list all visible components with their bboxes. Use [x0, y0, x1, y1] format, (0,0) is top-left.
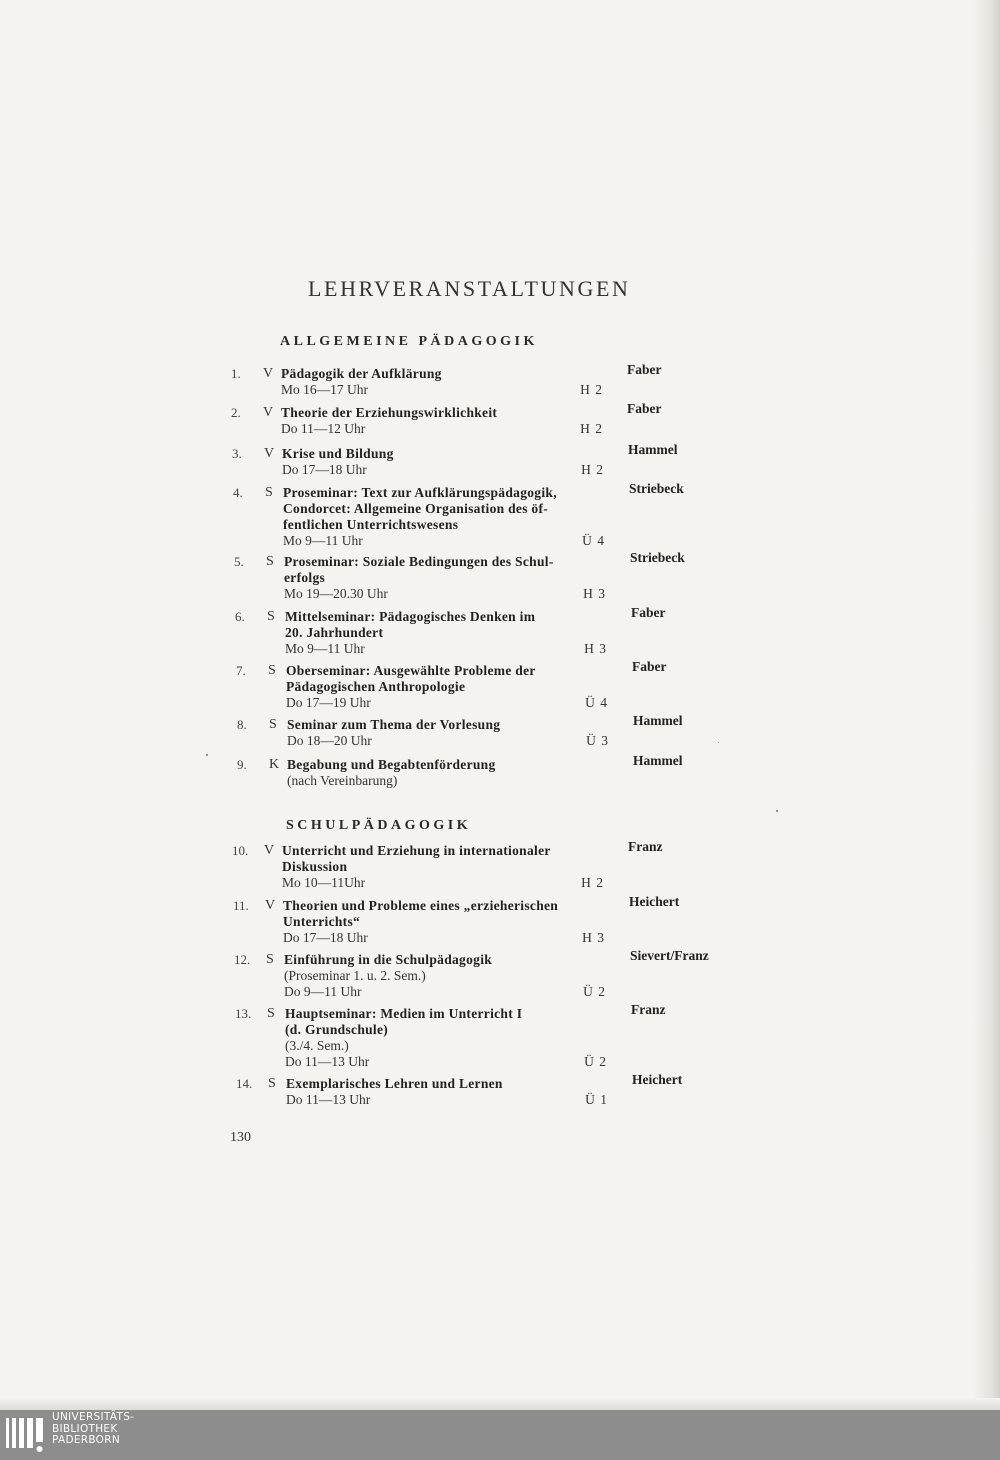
- course-time: Do 17—18 Uhr: [282, 462, 367, 477]
- course-details: [283, 898, 609, 946]
- course-type: V: [263, 405, 274, 420]
- course-number: 1.: [231, 366, 241, 381]
- course-type: S: [267, 609, 275, 624]
- course-type: S: [266, 554, 274, 569]
- course-schedule: [284, 586, 610, 602]
- course-schedule: [282, 875, 608, 891]
- course-schedule: [282, 462, 608, 478]
- course-schedule: [286, 1092, 612, 1108]
- course-title-line: Unterrichts“: [283, 914, 361, 929]
- course-lecturer: Franz: [631, 1002, 666, 1017]
- page-edge-shadow: [974, 0, 1000, 1410]
- course-number: 8.: [237, 717, 247, 732]
- course-lecturer: Franz: [628, 839, 663, 854]
- course-title-line: Theorien und Probleme eines „erzieherischen: [283, 898, 559, 913]
- course-title-line: Hauptseminar: Medien im Unterricht I: [285, 1006, 523, 1021]
- course-time: Do 11—12 Uhr: [281, 421, 366, 436]
- library-name-line: BIBLIOTHEK: [52, 1422, 118, 1435]
- course-room: H 2: [581, 462, 604, 477]
- course-type: S: [269, 717, 277, 732]
- section-heading: ALLGEMEINE PÄDAGOGIK: [280, 334, 538, 349]
- course-title-line: Pädagogischen Anthropologie: [286, 679, 466, 694]
- course-schedule: [287, 733, 613, 749]
- course-schedule: [281, 382, 607, 398]
- course-time: Do 17—19 Uhr: [286, 695, 371, 710]
- course-details: [282, 843, 608, 891]
- course-room: H 3: [583, 586, 606, 601]
- course-title-line: Pädagogik der Aufklärung: [281, 366, 442, 381]
- scan-speck: [206, 754, 208, 756]
- course-room: Ü 2: [584, 1054, 607, 1069]
- section-heading: SCHULPÄDAGOGIK: [286, 818, 472, 833]
- course-type: S: [265, 485, 273, 500]
- course-title-line: Proseminar: Text zur Aufklärungspädagogik,: [283, 485, 557, 500]
- course-lecturer: Striebeck: [630, 550, 685, 565]
- course-room: Ü 4: [582, 533, 605, 548]
- course-type: V: [264, 843, 275, 858]
- course-note: (nach Vereinbarung): [287, 773, 398, 788]
- course-number: 3.: [232, 446, 242, 461]
- course-title-line: Seminar zum Thema der Vorlesung: [287, 717, 501, 732]
- course-lecturer: Hammel: [628, 442, 678, 457]
- course-time: Do 17—18 Uhr: [283, 930, 368, 945]
- course-lecturer: Faber: [631, 605, 666, 620]
- course-details: [287, 717, 613, 749]
- course-details: [285, 609, 611, 657]
- course-title-line: erfolgs: [284, 570, 326, 585]
- course-number: 13.: [235, 1006, 252, 1021]
- course-number: 9.: [237, 757, 247, 772]
- course-title-line: Einführung in die Schulpädagogik: [284, 952, 493, 967]
- course-time: Mo 9—11 Uhr: [283, 533, 363, 548]
- library-footer-bar: [0, 1410, 1000, 1460]
- course-details: [286, 1076, 612, 1108]
- course-time: Do 9—11 Uhr: [284, 984, 362, 999]
- scan-speck: [718, 742, 719, 743]
- course-schedule: [285, 641, 611, 657]
- course-lecturer: Faber: [627, 362, 662, 377]
- course-room: Ü 4: [585, 695, 608, 710]
- course-room: Ü 1: [585, 1092, 608, 1107]
- course-type: V: [264, 446, 275, 461]
- course-title-line: Begabung und Begabtenförderung: [287, 757, 496, 772]
- course-title-line: Oberseminar: Ausgewählte Probleme der: [286, 663, 536, 678]
- page-number: 130: [230, 1130, 251, 1145]
- course-note: (3./4. Sem.): [285, 1038, 349, 1053]
- course-details: [281, 366, 607, 398]
- course-room: Ü 3: [586, 733, 609, 748]
- course-details: [283, 485, 609, 549]
- course-time: Do 11—13 Uhr: [285, 1054, 370, 1069]
- course-number: 7.: [236, 663, 246, 678]
- course-room: H 2: [581, 875, 604, 890]
- course-title-line: Unterricht und Erziehung in internationaler: [282, 843, 551, 858]
- course-details: [284, 952, 610, 1000]
- course-lecturer: Striebeck: [629, 481, 684, 496]
- course-type: S: [266, 952, 274, 967]
- scan-speck: [776, 810, 778, 812]
- page-title: LEHRVERANSTALTUNGEN: [308, 276, 631, 301]
- course-time: Mo 10—11Uhr: [282, 875, 366, 890]
- course-details: [285, 1006, 611, 1070]
- course-lecturer: Sievert/Franz: [630, 948, 709, 963]
- course-number: 5.: [234, 554, 244, 569]
- course-number: 11.: [233, 898, 249, 913]
- course-number: 6.: [235, 609, 245, 624]
- course-number: 12.: [234, 952, 251, 967]
- course-type: S: [268, 663, 276, 678]
- course-room: H 3: [584, 641, 607, 656]
- course-details: [284, 554, 610, 602]
- course-title-line: Diskussion: [282, 859, 348, 874]
- course-details: [282, 446, 608, 478]
- course-room: H 2: [580, 382, 603, 397]
- course-title-line: (d. Grundschule): [285, 1022, 389, 1037]
- course-room: H 3: [582, 930, 605, 945]
- course-title-line: Exemplarisches Lehren und Lernen: [286, 1076, 503, 1091]
- course-details: [286, 663, 612, 711]
- course-lecturer: Faber: [627, 401, 662, 416]
- course-schedule: [286, 695, 612, 711]
- course-type: S: [268, 1076, 276, 1091]
- course-time: Mo 9—11 Uhr: [285, 641, 365, 656]
- library-logo-icon: [6, 1414, 48, 1456]
- course-title-line: Mittelseminar: Pädagogisches Denken im: [285, 609, 536, 624]
- library-name-line: UNIVERSITÄTS-: [52, 1411, 135, 1423]
- course-schedule: [285, 1054, 611, 1070]
- course-type: K: [269, 757, 280, 772]
- page-bottom-shade: [0, 1398, 1000, 1410]
- course-title-line: Condorcet: Allgemeine Organisation des öf-: [283, 501, 549, 516]
- course-title-line: fentlichen Unterrichtswesens: [283, 517, 459, 532]
- course-lecturer: Heichert: [629, 894, 680, 909]
- course-number: 10.: [232, 843, 249, 858]
- course-number: 4.: [233, 485, 243, 500]
- course-schedule: [281, 421, 607, 437]
- course-type: S: [267, 1006, 275, 1021]
- course-details: [287, 757, 613, 789]
- course-number: 2.: [231, 405, 241, 420]
- course-time: Do 18—20 Uhr: [287, 733, 372, 748]
- course-title-line: Proseminar: Soziale Bedingungen des Schul-: [284, 554, 554, 569]
- course-lecturer: Heichert: [632, 1072, 683, 1087]
- course-lecturer: Hammel: [633, 713, 683, 728]
- course-schedule: [283, 533, 609, 549]
- course-lecturer: Hammel: [633, 753, 683, 768]
- course-title-line: 20. Jahrhundert: [285, 625, 384, 640]
- course-time: Mo 19—20.30 Uhr: [284, 586, 388, 601]
- course-room: H 2: [580, 421, 603, 436]
- library-name-line: PADERBORN: [52, 1434, 120, 1446]
- course-title-line: Theorie der Erziehungswirklichkeit: [281, 405, 498, 420]
- course-number: 14.: [236, 1076, 253, 1091]
- course-details: [281, 405, 607, 437]
- course-type: V: [265, 898, 276, 913]
- course-time: Mo 16—17 Uhr: [281, 382, 368, 397]
- course-schedule: [284, 984, 610, 1000]
- course-schedule: [283, 930, 609, 946]
- library-name: [52, 1412, 134, 1447]
- course-title-line: Krise und Bildung: [282, 446, 394, 461]
- course-type: V: [263, 366, 274, 381]
- course-note: (Proseminar 1. u. 2. Sem.): [284, 968, 426, 983]
- course-room: Ü 2: [583, 984, 606, 999]
- course-time: Do 11—13 Uhr: [286, 1092, 371, 1107]
- course-lecturer: Faber: [632, 659, 667, 674]
